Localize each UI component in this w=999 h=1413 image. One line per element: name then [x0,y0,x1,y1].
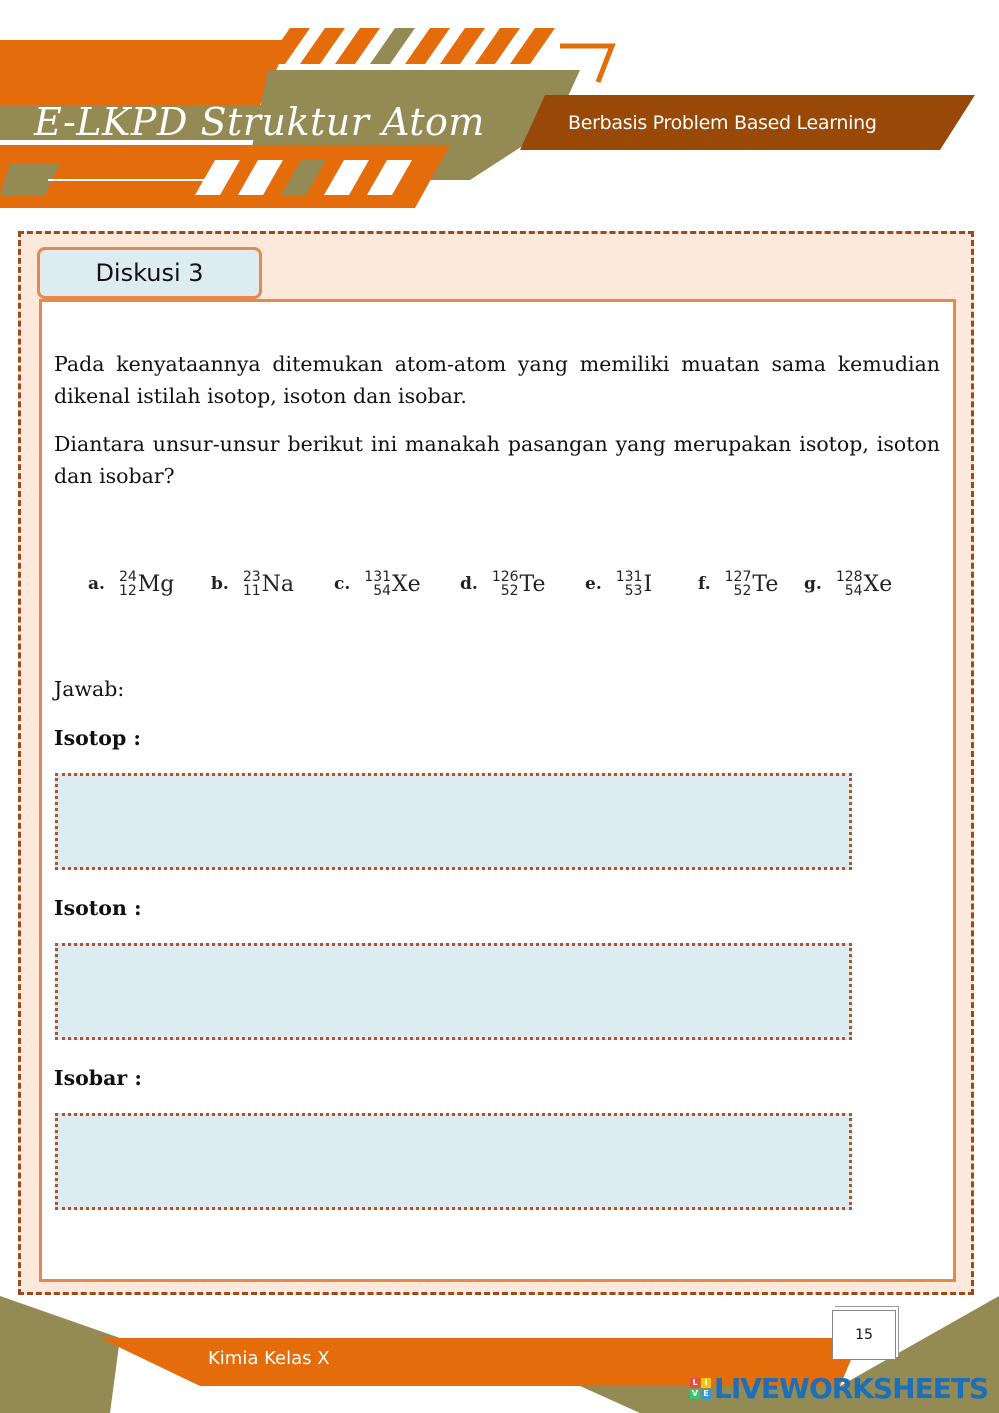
element-option-d [460,566,546,602]
mass-number: 127 [724,569,752,585]
option-label: e. [585,574,602,594]
atomic-number: 52 [733,583,752,599]
element-symbol: Na [261,571,295,597]
option-label: f. [698,574,711,594]
element-option-g [804,566,892,602]
atomic-number: 53 [624,583,643,599]
isoton-label: Isoton : [54,896,142,920]
option-label: d. [460,574,478,594]
element-symbol: I [643,571,653,597]
isotop-answer-input[interactable] [55,773,852,870]
isobar-answer-input[interactable] [55,1113,852,1210]
element-symbol: Te [752,571,779,597]
liveworksheets-logo [690,1372,988,1405]
element-option-e [585,566,652,602]
option-label: c. [334,574,351,594]
answer-intro: Jawab: [54,677,125,701]
atomic-number: 52 [500,583,519,599]
logo-text: LIVEWORKSHEETS [714,1372,989,1405]
mass-number: 131 [615,569,643,585]
atomic-number: 11 [242,583,261,599]
mass-number: 131 [364,569,392,585]
mass-number: 128 [835,569,863,585]
mass-number: 23 [242,569,261,585]
element-symbol: Te [519,571,546,597]
worksheet-subtitle: Berbasis Problem Based Learning [568,112,877,134]
element-symbol: Xe [392,571,421,597]
atomic-number: 54 [844,583,863,599]
element-symbol: Mg [137,571,175,597]
element-option-a [88,566,174,602]
mass-number: 24 [118,569,137,585]
question-paragraph: Diantara unsur-unsur berikut ini manakah pasangan yang merupakan isotop, isoton dan isobar? [54,432,940,488]
option-label: g. [804,574,822,594]
isoton-answer-input[interactable] [55,943,852,1040]
element-option-c [334,566,421,602]
element-option-b [211,566,294,602]
footer-subject: Kimia Kelas X [208,1348,330,1369]
atomic-number: 12 [118,583,137,599]
intro-paragraph: Pada kenyataannya ditemukan atom-atom yang memiliki muatan sama kemudian dikenal istilah isotop, isoton dan isobar. [54,352,940,408]
isobar-label: Isobar : [54,1066,142,1090]
option-label: b. [211,574,229,594]
element-options [88,566,908,606]
worksheet-title: E-LKPD Struktur Atom [34,100,485,144]
mass-number: 126 [491,569,519,585]
discussion-tab-label: Diskusi 3 [37,247,262,299]
isotop-label: Isotop : [54,726,141,750]
option-label: a. [88,574,105,594]
element-option-f [698,566,778,602]
atomic-number: 54 [373,583,392,599]
logo-grid-icon: L I V E [690,1378,711,1399]
element-symbol: Xe [863,571,893,597]
page-number: 15 [832,1310,896,1360]
